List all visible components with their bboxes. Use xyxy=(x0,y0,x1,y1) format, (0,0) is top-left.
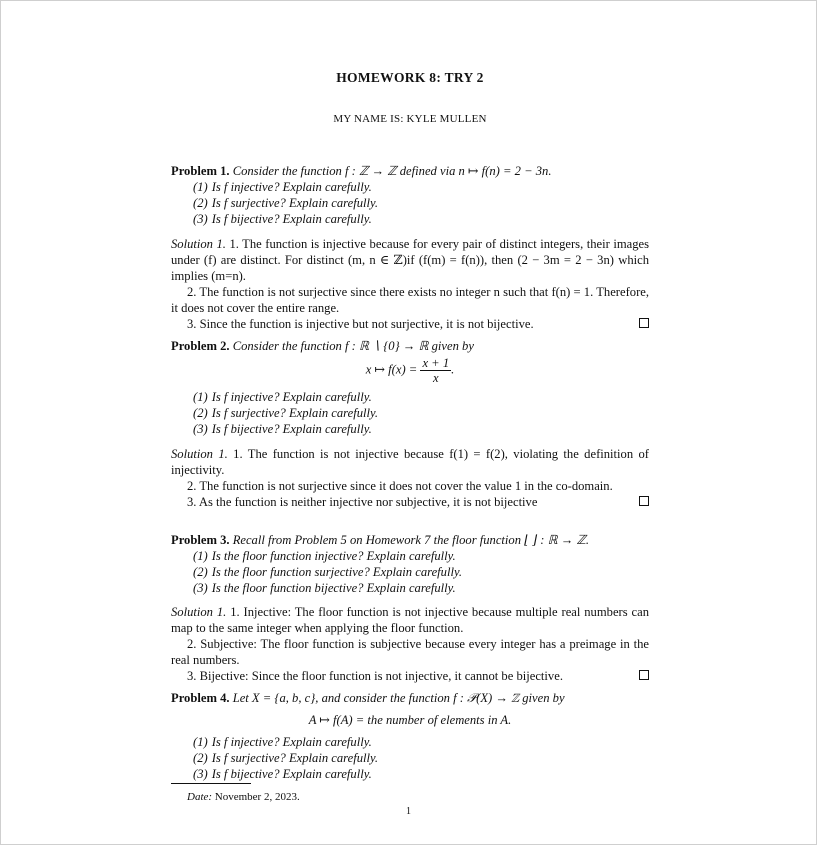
footnote-date xyxy=(187,791,300,803)
solution-1 xyxy=(171,236,649,332)
list-item: (2) Is f surjective? Explain carefully. xyxy=(193,406,379,420)
solution-label: Solution 1. xyxy=(171,605,227,619)
display-equation: x ↦ f(x) = $\frac{x + 1}{x}$ . xyxy=(365,356,455,385)
problem-statement: Let X = {a, b, c}, and consider the function f : 𝒫(X) → ℤ given by xyxy=(232,691,565,705)
author-line: MY NAME IS: KYLE MULLEN xyxy=(333,113,487,125)
solution-line: 1. Injective: The floor function is not injective because multiple real numbers can map to the same integer when applying the floor function. xyxy=(171,605,649,635)
document-title: HOMEWORK 8: TRY 2 xyxy=(336,70,484,85)
solution-3 xyxy=(171,604,649,684)
qed-box xyxy=(639,318,649,328)
problem-statement: Consider the function f : ℤ → ℤ defined via n ↦ f(n) = 2 − 3n. xyxy=(232,164,552,178)
list-item: (3) Is f bijective? Explain carefully. xyxy=(193,422,372,436)
display-equation: A ↦ f(A) = the number of elements in A. xyxy=(308,713,512,727)
qed-box xyxy=(639,496,649,506)
fraction: $\frac{x + 1}{x}$ xyxy=(422,356,450,385)
solution-line: 2. The function is not surjective since it does not cover the value 1 in the co-domain. xyxy=(187,479,613,493)
list-item: (1) Is the floor function injective? Explain carefully. xyxy=(193,549,456,563)
footnote-rule xyxy=(171,783,251,784)
problem-statement: Recall from Problem 5 on Homework 7 the floor function ⌊ ⌋ : ℝ → ℤ. xyxy=(232,533,590,547)
footnote-value: November 2, 2023. xyxy=(214,791,300,803)
list-item: (2) Is the floor function surjective? Explain carefully. xyxy=(193,565,462,579)
qed-box xyxy=(639,670,649,680)
list-item: (3) Is f bijective? Explain carefully. xyxy=(193,212,372,226)
problem-label: Problem 1. xyxy=(171,164,230,178)
problem-1 xyxy=(171,163,649,227)
list-item: (2) Is f surjective? Explain carefully. xyxy=(193,196,379,210)
problem-statement: Consider the function f : ℝ ∖ {0} → ℝ given by xyxy=(232,339,474,353)
problem-3 xyxy=(171,532,649,596)
solution-line: 2. The function is not surjective since there exists no integer n such that f(n) = 1. Therefore, it does not cover the entire range. xyxy=(171,285,649,315)
list-item: (1) Is f injective? Explain carefully. xyxy=(193,180,372,194)
footnote-label: Date: xyxy=(187,791,213,803)
solution-line: 1. The function is not injective because f(1) = f(2), violating the definition of injectivity. xyxy=(171,447,649,477)
list-item: (3) Is f bijective? Explain carefully. xyxy=(193,767,372,781)
problem-label: Problem 2. xyxy=(171,339,230,353)
solution-label: Solution 1. xyxy=(171,237,226,251)
list-item: (2) Is f surjective? Explain carefully. xyxy=(193,751,379,765)
list-item: (3) Is the floor function bijective? Explain carefully. xyxy=(193,581,456,595)
solution-label: Solution 1. xyxy=(171,447,228,461)
problem-2 xyxy=(171,338,649,437)
solution-line: 2. Subjective: The floor function is subjective because every integer has a preimage in the real numbers. xyxy=(171,637,649,667)
solution-line: 1. The function is injective because for every pair of distinct integers, their images under (f) are distinct. For distinct (m, n ∈ ℤ)if (f(m) = f(n)), then (2 − 3m = 2 − 3n) which implies (m=n). xyxy=(171,237,649,283)
solution-2 xyxy=(171,446,649,510)
problem-4 xyxy=(171,690,649,782)
page-number: 1 xyxy=(406,806,411,817)
solution-line: 3. As the function is neither injective nor subjective, it is not bijective xyxy=(171,494,649,510)
problem-label: Problem 4. xyxy=(171,691,230,705)
problem-label: Problem 3. xyxy=(171,533,230,547)
list-item: (1) Is f injective? Explain carefully. xyxy=(193,390,372,404)
list-item: (1) Is f injective? Explain carefully. xyxy=(193,735,372,749)
solution-line: 3. Bijective: Since the floor function is not injective, it cannot be bijective. xyxy=(171,668,649,684)
solution-line: 3. Since the function is injective but not surjective, it is not bijective. xyxy=(171,316,649,332)
